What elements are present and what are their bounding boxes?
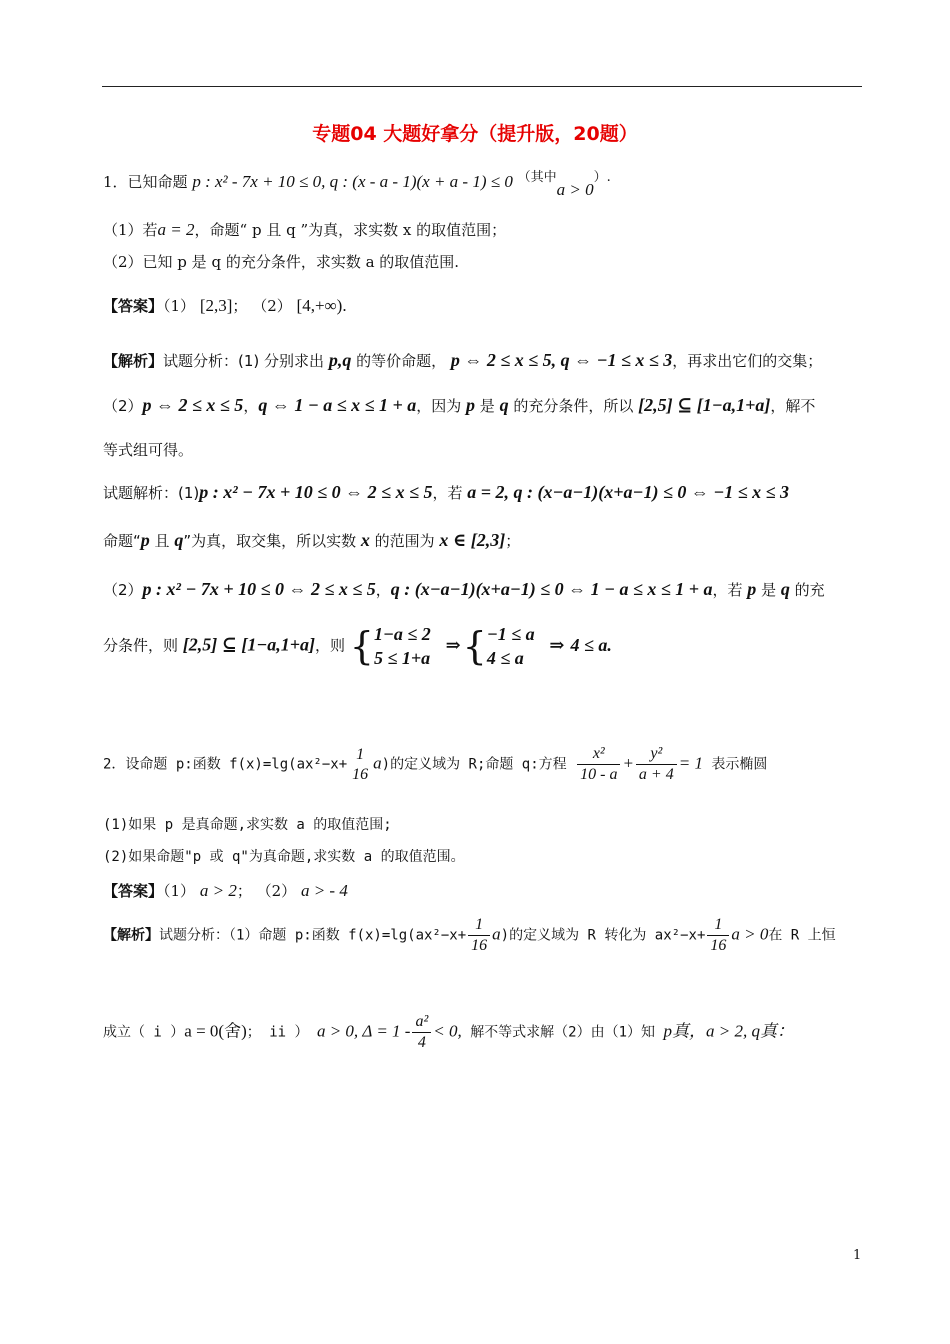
page-number: 1 [853, 1248, 862, 1263]
q1-analysis-math: p ⇔ 2 ≤ x ≤ 5 [142, 395, 244, 415]
q2-answer-2-label: （2） [256, 882, 297, 900]
q1-part1-text-a: （1）若 [103, 221, 158, 239]
q2-analysis-text: ； [246, 1024, 261, 1041]
left-brace-icon: { [462, 624, 487, 668]
q1-stem-math: p : x² - 7x + 10 ≤ 0, q : (x - a - 1)(x + a - 1) ≤ 0 [192, 172, 513, 191]
q2-part2: (2)如果命题"p 或 q"为真命题,求实数 a 的取值范围。 [103, 849, 465, 865]
q2-answer-label: 【答案】 [103, 882, 164, 900]
q1-solution-math: q [780, 579, 790, 599]
q1-solution-text: ， [375, 581, 391, 599]
q1-solution-text: ”为真，取交集，所以实数 [183, 532, 361, 550]
q2-fraction-2 [577, 744, 620, 785]
q2-analysis-text: 解不等式求解（2）由（1）知 [470, 1024, 656, 1041]
q2-analysis-math: a > 0 [731, 924, 769, 944]
q1-solution-line1 [103, 482, 789, 503]
q1-analysis-text: 试题分析：(1) 分别求出 [163, 352, 329, 370]
q2-analysis-line1 [103, 915, 836, 956]
q1-system-1-bottom: 5 ≤ 1+a [373, 648, 431, 668]
q1-analysis-text: ，解不 [770, 397, 816, 415]
q2-fraction-1 [349, 745, 371, 785]
q1-solution-text: ，若 [712, 581, 748, 599]
q1-answer-1: [2,3] [199, 296, 233, 315]
q1-answer-1-label: （1） [163, 297, 196, 315]
q2-analysis-fraction-2 [707, 915, 729, 956]
q2-analysis-label: 【解析】 [103, 927, 159, 944]
q2-part1: (1)如果 p 是真命题,求实数 a 的取值范围; [103, 817, 392, 833]
q1-solution-text: 且 [149, 532, 175, 550]
q2-line2-fraction [412, 1012, 431, 1053]
page-title: 专题04 大题好拿分（提升版，20题） [312, 123, 638, 145]
q1-part1-math: a = 2 [157, 220, 195, 239]
q1-analysis-text: ，再求出它们的交集； [672, 352, 823, 370]
q2-stem-text-a: 2．设命题 p:函数 f(x)=lg(ax²−x+ [103, 756, 348, 773]
q2-answer-2: a > - 4 [300, 881, 348, 900]
q1-analysis-line2 [103, 395, 815, 416]
q1-analysis-line3: 等式组可得。 [103, 441, 194, 459]
q2-answer [103, 881, 348, 901]
q1-answer-label: 【答案】 [103, 297, 164, 315]
q1-solution-text: 命题“ [103, 532, 141, 550]
q2-stem-text-c: 表示椭圆 [711, 756, 768, 773]
q1-analysis-math: q [499, 395, 509, 415]
q1-solution-text: 的充 [789, 581, 825, 599]
q1-solution-math: q : (x−a−1)(x+a−1) ≤ 0 ⇔ 1 − a ≤ x ≤ 1 + a [390, 579, 713, 599]
q1-analysis-text: 的充分条件，所以 [508, 397, 639, 415]
q2-analysis-math: < 0, [433, 1021, 462, 1041]
q1-solution-line4 [103, 622, 612, 670]
q1-analysis-text: 是 [475, 397, 500, 415]
q1-system-1-top: 1−a ≤ 2 [373, 624, 431, 644]
fraction-denominator: 10 - a [580, 766, 618, 783]
q1-solution-text: ，若 [432, 484, 468, 502]
equals-one: = 1 [678, 753, 703, 773]
q1-answer-2: [4,+∞). [296, 296, 347, 315]
q1-solution-math: q [174, 530, 184, 550]
q1-solution-text: ； [505, 532, 521, 550]
fraction-denominator: 16 [710, 937, 727, 954]
q1-analysis-label: 【解析】 [103, 352, 164, 370]
q2-analysis-math: a = 0(舍) [184, 1021, 247, 1041]
fraction-numerator: a² [412, 1012, 431, 1033]
q1-part1-text-b: ，命题“ p 且 q ”为真，求实数 x 的取值范围； [194, 221, 507, 239]
q2-analysis-math: a > 0, Δ = 1 - [316, 1021, 411, 1041]
q1-solution-math: x [360, 530, 370, 550]
plus-sign: + [622, 753, 634, 773]
q1-stem-cond: a > 0 [556, 180, 594, 199]
q2-frac1-after: a [373, 753, 382, 773]
q1-system-2 [487, 622, 535, 670]
q1-analysis-math: q ⇔ 1 − a ≤ x ≤ 1 + a [258, 395, 417, 415]
fraction-denominator: 4 [417, 1034, 426, 1051]
q1-solution-math: p [747, 579, 757, 599]
q1-stem-paren-open: （其中 [517, 170, 557, 185]
q2-stem [103, 744, 767, 785]
q2-stem-text-b: )的定义域为 R;命题 q:方程 [381, 756, 567, 773]
q1-answer [103, 296, 347, 316]
q1-system-2-top: −1 ≤ a [486, 624, 535, 644]
q2-analysis-math: p真，a > 2, q真： [663, 1021, 794, 1041]
q1-analysis-math: [2,5] ⊆ [1−a,1+a] [638, 395, 771, 415]
q1-analysis-math: p,q [328, 350, 352, 370]
q2-answer-sep: ； [236, 882, 252, 900]
q1-solution-line3 [103, 579, 825, 600]
q1-analysis-text: 的等价命题， [351, 352, 451, 370]
q1-analysis-math: p ⇔ 2 ≤ x ≤ 5, q ⇔ −1 ≤ x ≤ 3 [450, 350, 673, 370]
q1-solution-math: [2,5] ⊆ [1−a,1+a] [182, 634, 316, 655]
fraction-numerator: y² [636, 744, 677, 765]
q1-analysis-text: （2） [103, 397, 143, 415]
q1-solution-text: （2） [103, 581, 143, 599]
q2-answer-1: a > 2 [199, 881, 237, 900]
q2-analysis-fraction [468, 915, 490, 956]
q1-stem [103, 168, 611, 200]
q1-answer-2-label: （2） [252, 297, 292, 315]
q1-stem-prefix: 1．已知命题 [103, 173, 188, 191]
fraction-numerator: 1 [468, 915, 490, 936]
fraction-numerator: 1 [707, 915, 729, 936]
fraction-denominator: a + 4 [638, 766, 674, 783]
q1-analysis-line1 [103, 350, 822, 371]
q1-solution-line2 [103, 530, 520, 551]
fraction-denominator: 16 [352, 765, 369, 783]
implies-arrow: ⇒ [549, 634, 565, 655]
q2-analysis-frac-after: a [492, 924, 501, 944]
q1-solution-math: p : x² − 7x + 10 ≤ 0 ⇔ 2 ≤ x ≤ 5 [142, 579, 376, 599]
q1-solution-math: p : x² − 7x + 10 ≤ 0 ⇔ 2 ≤ x ≤ 5 [199, 482, 433, 502]
q1-solution-text: ，则 [315, 636, 350, 655]
q1-solution-math: x ∈ [2,3] [439, 530, 506, 550]
q1-solution-text: 是 [756, 581, 781, 599]
q2-analysis-line2 [103, 1012, 794, 1053]
q1-solution-math: a = 2, q : (x−a−1)(x+a−1) ≤ 0 ⇔ −1 ≤ x ≤ 3 [467, 482, 789, 502]
q1-part2: （2）已知 p 是 q 的充分条件，求实数 a 的取值范围. [103, 253, 460, 271]
q2-analysis-text: )的定义域为 R 转化为 ax²−x+ [500, 927, 706, 944]
q2-analysis-text: ii ） [269, 1024, 309, 1041]
q1-analysis-text: ，因为 [416, 397, 467, 415]
q1-solution-text: 的范围为 [369, 532, 440, 550]
q1-system-1 [374, 622, 431, 670]
left-brace-icon: { [349, 624, 374, 668]
q1-solution-text: 试题解析：(1) [103, 484, 200, 502]
fraction-denominator: 16 [471, 937, 488, 954]
header-rule [102, 86, 862, 87]
q1-solution-text: 分条件，则 [103, 636, 183, 655]
q2-analysis-text: 在 R 上恒 [768, 927, 836, 944]
q1-solution-math: p [140, 530, 150, 550]
q1-final-result: 4 ≤ a. [570, 634, 612, 655]
q2-answer-1-label: （1） [163, 882, 196, 900]
q1-part1 [103, 220, 506, 240]
q2-fraction-3 [636, 744, 677, 785]
q2-analysis-text: 成立（ i ） [103, 1024, 185, 1041]
q1-analysis-text: ， [243, 397, 259, 415]
fraction-numerator: 1 [356, 745, 365, 763]
q2-analysis-text: 试题分析：（1）命题 p:函数 f(x)=lg(ax²−x+ [159, 927, 467, 944]
fraction-numerator: x² [577, 744, 620, 765]
q1-answer-sep: ； [232, 297, 248, 315]
q1-stem-paren-close: ）. [593, 170, 611, 185]
q1-system-2-bottom: 4 ≤ a [486, 648, 524, 668]
implies-arrow: ⇒ [445, 634, 461, 655]
q1-analysis-math: p [466, 395, 476, 415]
